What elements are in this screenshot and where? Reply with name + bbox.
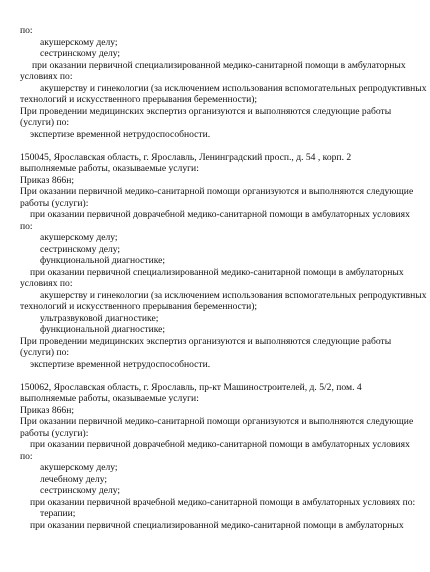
- text-line: акушерскому делу;: [40, 232, 118, 243]
- text-line: при оказании первичной специализированной медико-санитарной помощи в амбулаторных: [30, 519, 404, 531]
- text-line: технологий и искусственного прерывания беременности);: [20, 301, 258, 312]
- text-line: при оказании первичной специализированной медико-санитарной помощи в амбулаторных: [32, 59, 406, 71]
- text-line: экспертизе временной нетрудоспособности.: [30, 358, 211, 370]
- text-line: акушерству и гинекологии (за исключением использования вспомогательных репродуктивных: [40, 82, 427, 94]
- document-body: [20, 25, 427, 531]
- text-line: при оказании первичной доврачебной медико-санитарной помощи в амбулаторных условиях: [30, 209, 410, 220]
- text-line: по:: [20, 25, 33, 36]
- text-line: по:: [20, 450, 33, 462]
- text-line: Приказ 866н;: [20, 174, 75, 186]
- text-line: акушерскому делу;: [40, 36, 118, 48]
- text-line: терапии;: [40, 508, 76, 519]
- text-line: (услуги) по:: [20, 117, 70, 128]
- text-line: функциональной диагностике;: [40, 324, 166, 335]
- text-line: работы (услуги):: [20, 197, 89, 209]
- text-line: технологий и искусственного прерывания беременности);: [20, 94, 258, 105]
- text-line: работы (услуги):: [20, 427, 89, 439]
- text-line: Приказ 866н;: [20, 404, 75, 416]
- text-line: сестринскому делу;: [40, 485, 121, 496]
- text-line: экспертизе временной нетрудоспособности.: [30, 128, 211, 140]
- address-line: 150045, Ярославская область, г. Ярославль, Ленинградский просп., д. 54 , корп. 2: [20, 151, 352, 163]
- text-line: лечебному делу;: [40, 473, 108, 485]
- text-line: при оказании первичной врачебной медико-санитарной помощи в амбулаторных условиях по:: [30, 496, 416, 508]
- text-line: условиях по:: [20, 278, 73, 289]
- text-line: сестринскому делу;: [40, 243, 121, 255]
- text-line: функциональной диагностике;: [40, 255, 166, 266]
- text-line: ультразвуковой диагностике;: [40, 312, 159, 324]
- address-line: 150062, Ярославская область, г. Ярославль, пр-кт Машиностроителей, д. 5/2, пом. 4: [20, 381, 362, 393]
- text-line: сестринскому делу;: [40, 48, 121, 59]
- text-line: выполняемые работы, оказываемые услуги:: [20, 393, 199, 404]
- text-line: акушерству и гинекологии (за исключением использования вспомогательных репродуктивных: [40, 289, 427, 301]
- text-line: акушерскому делу;: [40, 462, 118, 473]
- paragraph-gap: [20, 140, 416, 152]
- paragraph-gap: [20, 370, 416, 382]
- text-line: выполняемые работы, оказываемые услуги:: [20, 163, 199, 174]
- text-line: При оказании первичной медико-санитарной помощи организуются и выполняются следующие: [20, 416, 414, 427]
- text-line: При оказании первичной медико-санитарной помощи организуются и выполняются следующие: [20, 186, 414, 197]
- text-line: При проведении медицинских экспертиз организуются и выполняются следующие работы: [20, 105, 392, 117]
- text-line: условиях по:: [20, 71, 73, 82]
- text-line: при оказании первичной специализированной медико-санитарной помощи в амбулаторных: [30, 266, 404, 278]
- text-line: при оказании первичной доврачебной медико-санитарной помощи в амбулаторных условиях: [30, 439, 410, 450]
- text-line: (услуги) по:: [20, 347, 70, 358]
- text-line: При проведении медицинских экспертиз организуются и выполняются следующие работы: [20, 335, 392, 347]
- text-line: по:: [20, 220, 33, 232]
